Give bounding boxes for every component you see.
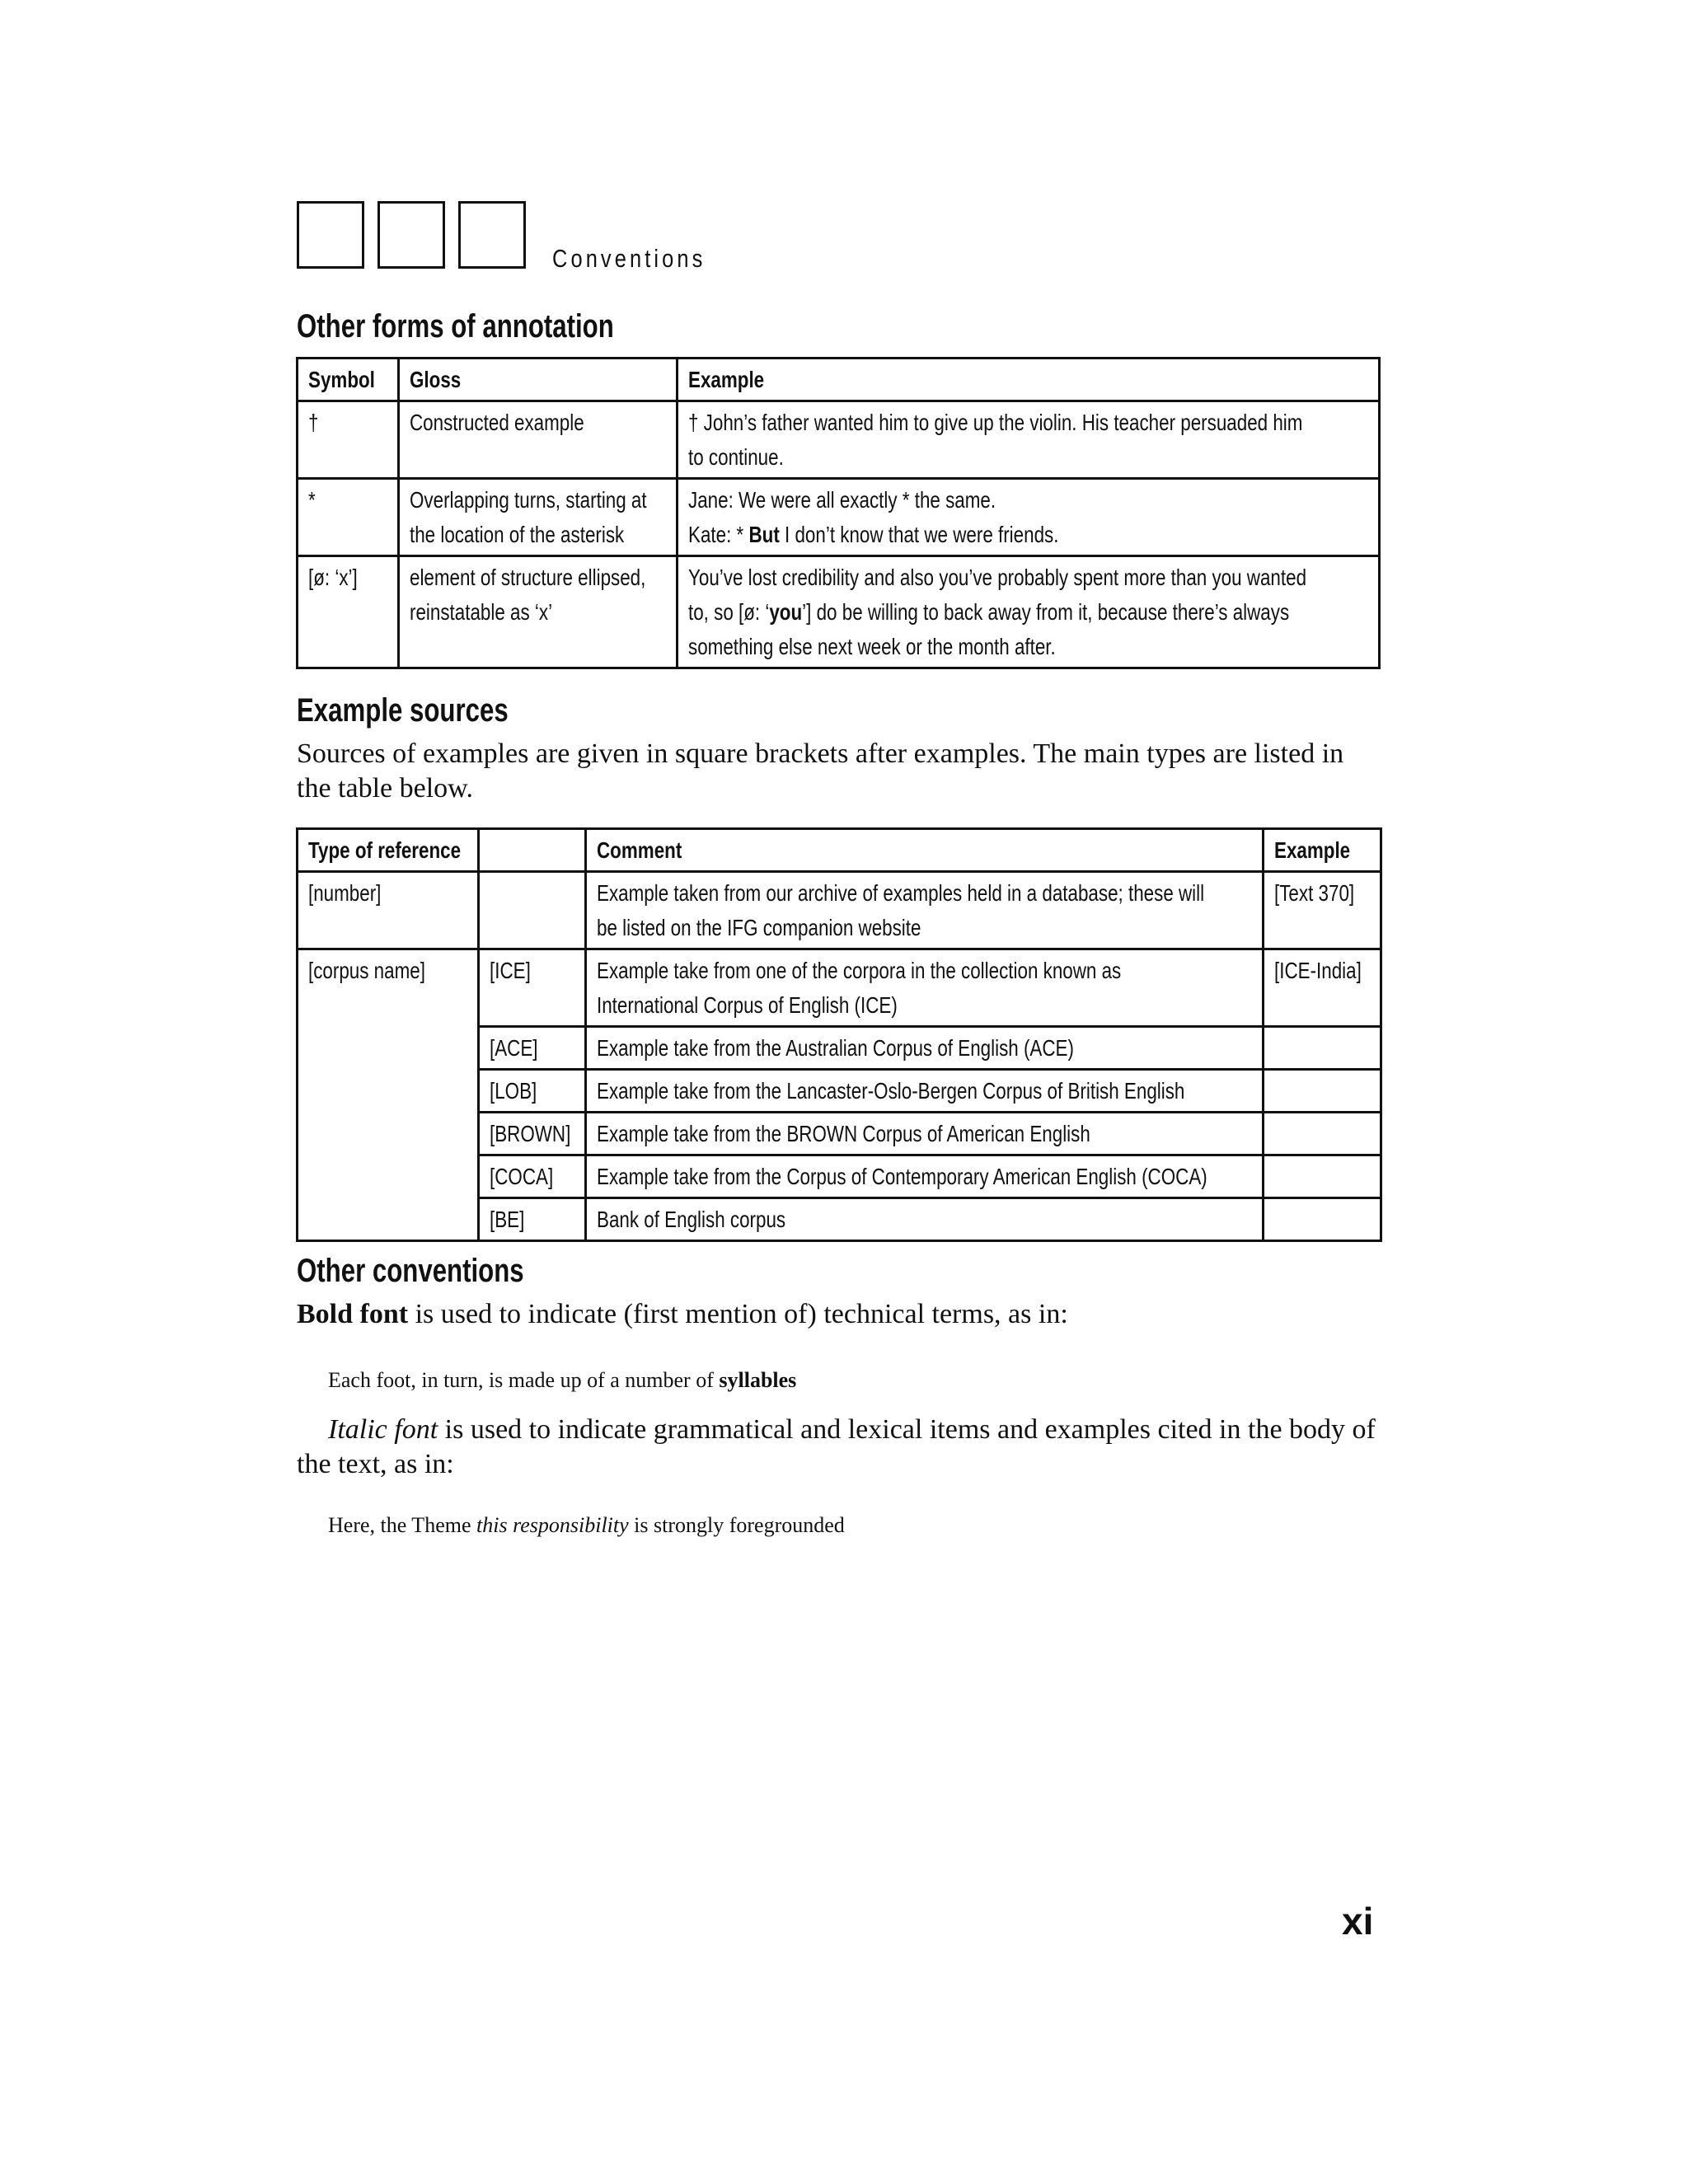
code-cell: [BE] [479, 1198, 586, 1241]
example-cell: [ICE-India] [1264, 949, 1381, 1027]
table-row [298, 556, 1380, 668]
code-cell: [BROWN] [479, 1113, 586, 1155]
comment-cell: Example taken from our archive of examples held in a database; these will be listed on the IFG companion website [586, 872, 1264, 949]
example-cell [1264, 1113, 1381, 1155]
ornament-box [458, 201, 526, 269]
sources-intro: Sources of examples are given in square brackets after examples. The main types are listed in the table below. [297, 738, 1344, 804]
column-header: Example [1264, 829, 1381, 872]
example-cell: Jane: We were all exactly * the same. Kate: * But I don’t know that we were friends. [678, 479, 1380, 556]
annotation-table [296, 357, 1381, 669]
table-row [298, 872, 1381, 949]
example-cell [1264, 1070, 1381, 1113]
page-number: xi [1342, 1900, 1374, 1943]
column-header: Symbol [298, 359, 399, 401]
bold-font-paragraph: Bold font is used to indicate (first mention of) technical terms, as in: [297, 1299, 1068, 1329]
section-heading-annotation: Other forms of annotation [297, 308, 614, 344]
column-header: Gloss [399, 359, 678, 401]
gloss-cell: element of structure ellipsed, reinstatable as ‘x’ [399, 556, 678, 668]
italic-font-example: Here, the Theme this responsibility is strongly foregrounded [328, 1513, 845, 1537]
italic-font-paragraph: Italic font is used to indicate grammatical and lexical items and examples cited in the body of the text, as in: [297, 1414, 1376, 1479]
code-cell: [ACE] [479, 1027, 586, 1070]
column-header [479, 829, 586, 872]
comment-cell: Example take from the Lancaster-Oslo-Bergen Corpus of British English [586, 1070, 1264, 1113]
symbol-cell: * [298, 479, 399, 556]
ornament-box [377, 201, 445, 269]
symbol-cell: † [298, 401, 399, 479]
table-header-row [298, 359, 1380, 401]
table-row [298, 401, 1380, 479]
example-cell [1264, 1155, 1381, 1198]
table-row [298, 479, 1380, 556]
comment-cell: Bank of English corpus [586, 1198, 1264, 1241]
code-cell: [ICE] [479, 949, 586, 1027]
code-cell: [LOB] [479, 1070, 586, 1113]
section-heading-conventions: Other conventions [297, 1253, 524, 1289]
column-header: Type of reference [298, 829, 479, 872]
comment-cell: Example take from one of the corpora in the collection known as International Corpus of English (ICE) [586, 949, 1264, 1027]
comment-cell: Example take from the BROWN Corpus of American English [586, 1113, 1264, 1155]
comment-cell: Example take from the Australian Corpus of English (ACE) [586, 1027, 1264, 1070]
example-cell [1264, 1027, 1381, 1070]
code-cell [479, 872, 586, 949]
column-header: Example [678, 359, 1380, 401]
ornament-box [297, 201, 364, 269]
header-ornament-boxes [297, 201, 526, 269]
gloss-cell: Overlapping turns, starting at the location of the asterisk [399, 479, 678, 556]
section-heading-sources: Example sources [297, 692, 509, 729]
bold-font-example: Each foot, in turn, is made up of a number of syllables [328, 1368, 797, 1392]
sources-table [296, 827, 1382, 1242]
code-cell: [COCA] [479, 1155, 586, 1198]
running-title: Conventions [552, 244, 706, 273]
table-header-row [298, 829, 1381, 872]
example-cell [1264, 1198, 1381, 1241]
example-cell: † John’s father wanted him to give up the violin. His teacher persuaded him to continue. [678, 401, 1380, 479]
example-cell: You’ve lost credibility and also you’ve probably spent more than you wanted to, so [ø: ‘you’] do be willing to back away from it, because there’s always something else next week or the month after. [678, 556, 1380, 668]
symbol-cell: [ø: ‘x’] [298, 556, 399, 668]
comment-cell: Example take from the Corpus of Contemporary American English (COCA) [586, 1155, 1264, 1198]
gloss-cell: Constructed example [399, 401, 678, 479]
column-header: Comment [586, 829, 1264, 872]
type-cell: [number] [298, 872, 479, 949]
table-row [298, 949, 1381, 1027]
type-cell: [corpus name] [298, 949, 479, 1241]
example-cell: [Text 370] [1264, 872, 1381, 949]
